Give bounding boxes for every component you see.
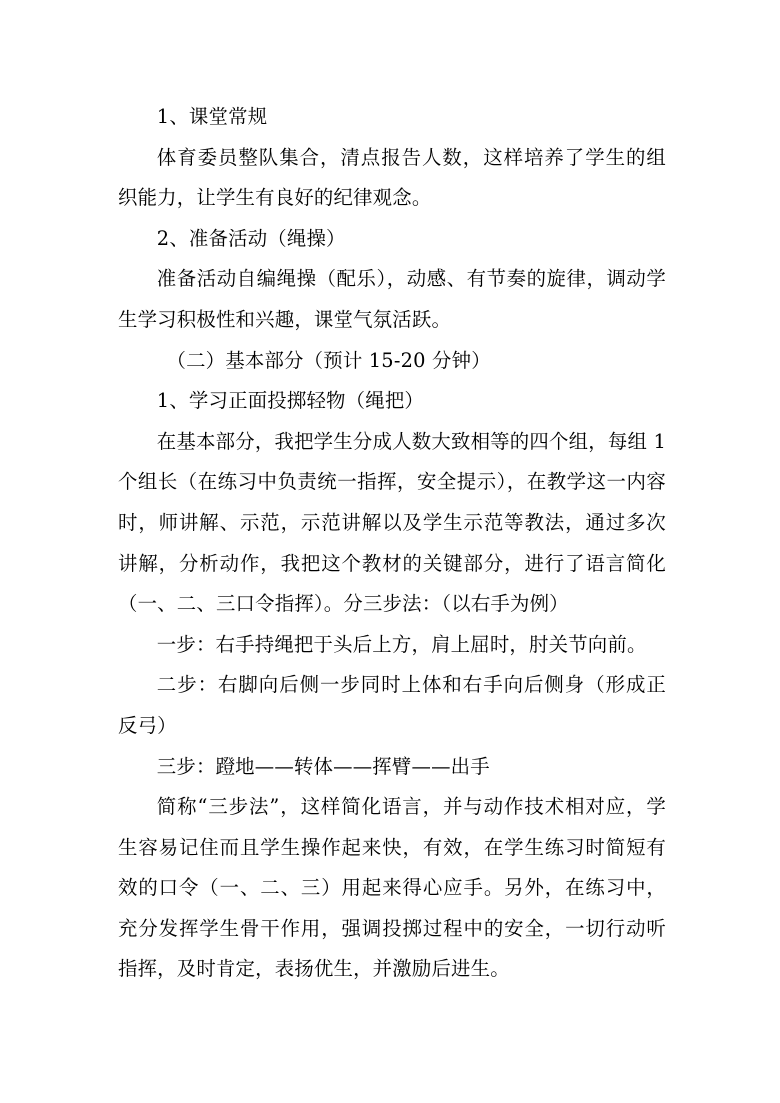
- section-heading-warmup: 2、准备活动（绳操）: [156, 226, 346, 250]
- paragraph-step-two: 二步：右脚向后侧一步同时上体和右手向后侧身（形成正反弓）: [118, 673, 666, 737]
- paragraph-step-three: 三步：蹬地——转体——挥臂——出手: [156, 754, 490, 778]
- paragraph-summary: 简称“三步法”，这样简化语言，并与动作技术相对应，学生容易记住而且学生操作起来快，有效，在学生练习时简短有效的口令（一、二、三）用起来得心应手。另外，在练习中，充分发挥学生骨干作用，强调投掷过程中的安全，一切行动听指挥，及时肯定，表扬优生，并激励后进生。: [118, 795, 666, 981]
- paragraph-teaching-method: 在基本部分，我把学生分成人数大致相等的四个组，每组 1 个组长（在练习中负责统一指挥，安全提示），在教学这一内容时，师讲解、示范，示范讲解以及学生示范等教法，通过多次讲解，分析动作，我把这个教材的关键部分，进行了语言简化（一、二、三口令指挥）。分三步法：（以右手为例）: [118, 429, 666, 616]
- section-heading-classroom-routine: 1、课堂常规: [156, 105, 268, 128]
- document-body: [118, 97, 666, 990]
- section-heading-throwing: 1、学习正面投掷轻物（绳把）: [156, 389, 425, 413]
- paragraph-step-one: 一步：右手持绳把于头后上方，肩上屈时，肘关节向前。: [156, 632, 647, 656]
- section-heading-basic-part: （二）基本部分（预计 15-20 分钟）: [166, 348, 491, 372]
- paragraph-routine-description: 体育委员整队集合，清点报告人数，这样培养了学生的组织能力，让学生有良好的纪律观念。: [118, 145, 666, 210]
- paragraph-warmup-description: 准备活动自编绳操（配乐），动感、有节奏的旋律，调动学生学习积极性和兴趣，课堂气氛活跃。: [118, 267, 666, 331]
